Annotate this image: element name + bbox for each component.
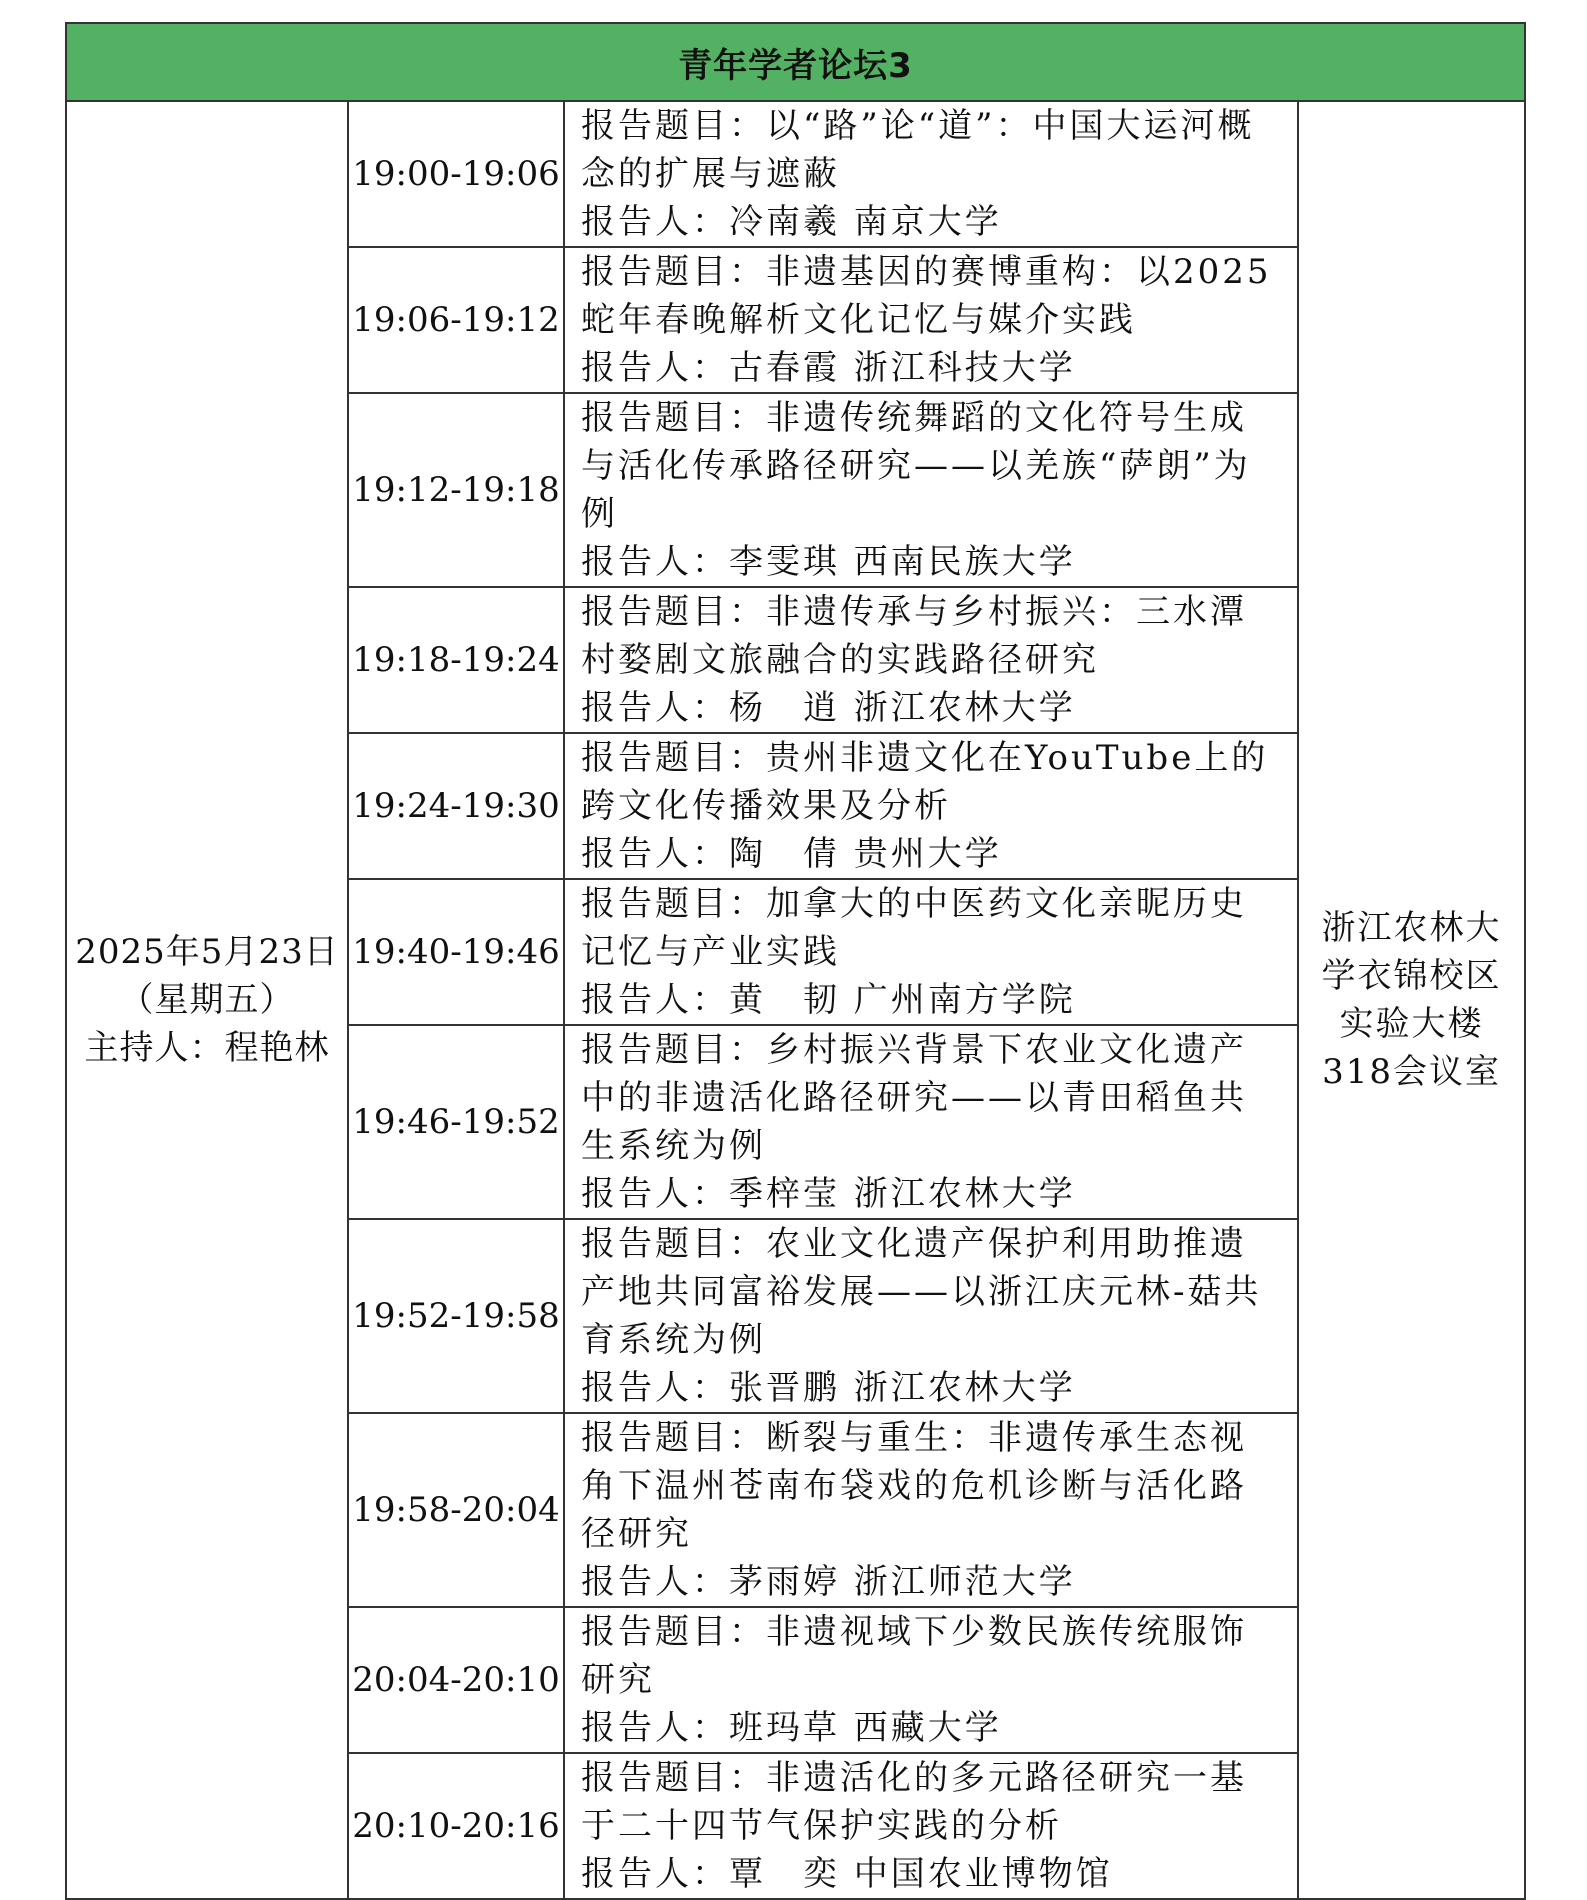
talk-details bbox=[564, 879, 1298, 1025]
talk-title: 报告题目：非遗视域下少数民族传统服饰研究 bbox=[581, 1612, 1247, 1700]
talk-time: 19:58-20:04 bbox=[348, 1413, 564, 1607]
talk-speaker: 报告人：杨 逍 浙江农林大学 bbox=[581, 688, 1076, 728]
talk-title: 报告题目：断裂与重生：非遗传承生态视角下温州苍南布袋戏的危机诊断与活化路径研究 bbox=[581, 1418, 1247, 1554]
talk-speaker: 报告人：冷南羲 南京大学 bbox=[581, 202, 1002, 242]
talk-title: 报告题目：贵州非遗文化在YouTube上的跨文化传播效果及分析 bbox=[581, 738, 1269, 826]
talk-time: 19:18-19:24 bbox=[348, 587, 564, 733]
talk-details bbox=[564, 393, 1298, 587]
talk-time: 19:00-19:06 bbox=[348, 101, 564, 247]
title-row bbox=[66, 23, 1525, 101]
talk-row bbox=[66, 101, 1525, 247]
talk-details bbox=[564, 733, 1298, 879]
talk-details bbox=[564, 1413, 1298, 1607]
talk-speaker: 报告人：古春霞 浙江科技大学 bbox=[581, 348, 1076, 388]
talk-time: 19:06-19:12 bbox=[348, 247, 564, 393]
talk-speaker: 报告人：黄 韧 广州南方学院 bbox=[581, 980, 1076, 1020]
talk-title: 报告题目：以“路”论“道”：中国大运河概念的扩展与遮蔽 bbox=[581, 106, 1255, 194]
talk-speaker: 报告人：覃 奕 中国农业博物馆 bbox=[581, 1854, 1113, 1894]
talk-time: 19:40-19:46 bbox=[348, 879, 564, 1025]
venue-line: 实验大楼 bbox=[1339, 1004, 1484, 1044]
talk-speaker: 报告人：李雯琪 西南民族大学 bbox=[581, 542, 1076, 582]
schedule-table bbox=[65, 22, 1526, 1900]
talk-title: 报告题目：乡村振兴背景下农业文化遗产中的非遗活化路径研究——以青田稻鱼共生系统为例 bbox=[581, 1030, 1247, 1166]
talk-time: 19:24-19:30 bbox=[348, 733, 564, 879]
talk-title: 报告题目：农业文化遗产保护利用助推遗产地共同富裕发展——以浙江庆元林-菇共育系统为例 bbox=[581, 1224, 1262, 1360]
talk-speaker: 报告人：班玛草 西藏大学 bbox=[581, 1708, 1002, 1748]
session-weekday: （星期五） bbox=[119, 980, 295, 1020]
talk-time: 19:12-19:18 bbox=[348, 393, 564, 587]
venue-cell bbox=[1298, 101, 1525, 1899]
talk-title: 报告题目：非遗基因的赛博重构：以2025蛇年春晚解析文化记忆与媒介实践 bbox=[581, 252, 1272, 340]
session-date: 2025年5月23日 bbox=[75, 932, 339, 972]
talk-details bbox=[564, 101, 1298, 247]
talk-details bbox=[564, 247, 1298, 393]
talk-title: 报告题目：加拿大的中医药文化亲昵历史记忆与产业实践 bbox=[581, 884, 1247, 972]
talk-details bbox=[564, 1219, 1298, 1413]
talk-speaker: 报告人：张晋鹏 浙江农林大学 bbox=[581, 1368, 1076, 1408]
talk-details bbox=[564, 587, 1298, 733]
venue-line: 学衣锦校区 bbox=[1321, 956, 1502, 996]
talk-speaker: 报告人：陶 倩 贵州大学 bbox=[581, 834, 1002, 874]
talk-title: 报告题目：非遗活化的多元路径研究一基于二十四节气保护实践的分析 bbox=[581, 1758, 1247, 1846]
talk-details bbox=[564, 1607, 1298, 1753]
session-info-cell bbox=[66, 101, 348, 1899]
talk-title: 报告题目：非遗传承与乡村振兴：三水潭村婺剧文旅融合的实践路径研究 bbox=[581, 592, 1247, 680]
talk-speaker: 报告人：茅雨婷 浙江师范大学 bbox=[581, 1562, 1076, 1602]
venue-line: 318会议室 bbox=[1322, 1052, 1501, 1092]
talk-details bbox=[564, 1025, 1298, 1219]
forum-title: 青年学者论坛3 bbox=[66, 23, 1525, 101]
talk-details bbox=[564, 1753, 1298, 1899]
talk-title: 报告题目：非遗传统舞蹈的文化符号生成与活化传承路径研究——以羌族“萨朗”为例 bbox=[581, 398, 1251, 534]
talk-speaker: 报告人：季梓莹 浙江农林大学 bbox=[581, 1174, 1076, 1214]
talk-time: 19:46-19:52 bbox=[348, 1025, 564, 1219]
session-host: 主持人：程艳林 bbox=[84, 1028, 330, 1068]
talk-time: 20:04-20:10 bbox=[348, 1607, 564, 1753]
talk-time: 19:52-19:58 bbox=[348, 1219, 564, 1413]
talk-time: 20:10-20:16 bbox=[348, 1753, 564, 1899]
venue-line: 浙江农林大 bbox=[1321, 908, 1502, 948]
